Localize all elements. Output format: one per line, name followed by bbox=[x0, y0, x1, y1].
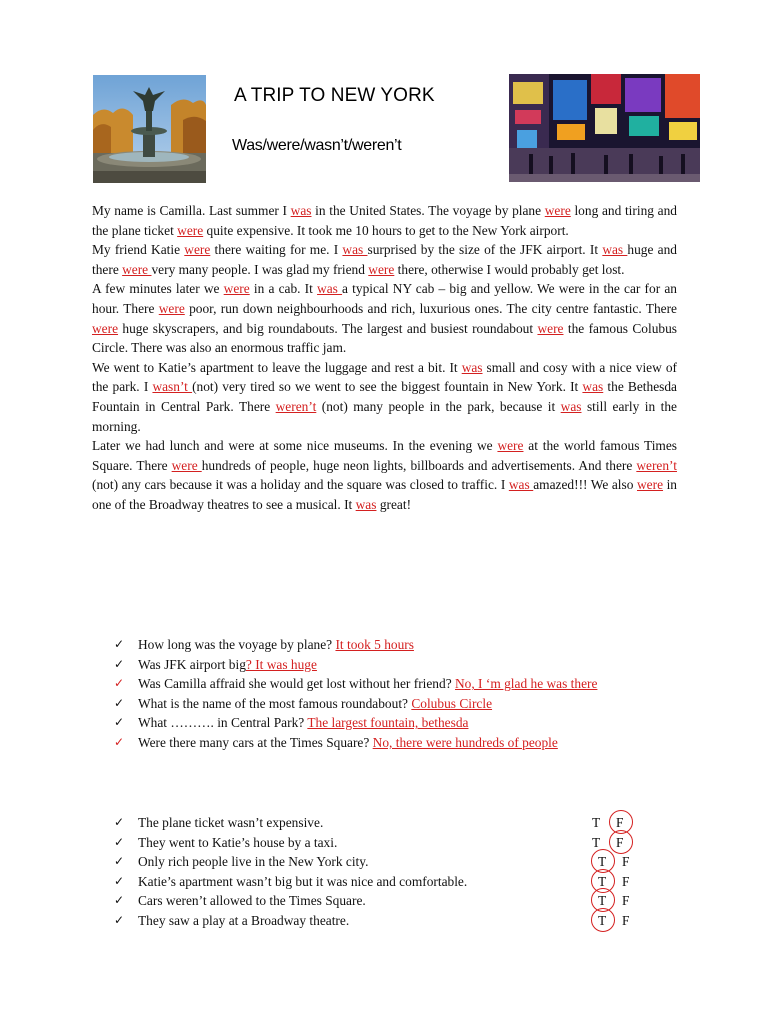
story-text-segment: the Bethesda Fountain in Central Park. There bbox=[92, 379, 678, 414]
filled-answer: were bbox=[223, 281, 250, 297]
filled-answer: were bbox=[497, 438, 524, 454]
checkmark-icon: ✓ bbox=[114, 854, 125, 869]
statement-text: They went to Katie’s house by a taxi. bbox=[138, 834, 338, 850]
story-text bbox=[92, 201, 677, 515]
false-option: F bbox=[622, 873, 630, 889]
story-text-segment: My friend Katie bbox=[92, 242, 185, 258]
question-item bbox=[114, 674, 684, 694]
story-text-segment: amazed!!! We also bbox=[533, 477, 637, 493]
story-text-segment: (not) any cars because it was a holiday and the square was closed to traffic. I bbox=[92, 477, 509, 493]
checkmark-icon: ✓ bbox=[114, 734, 125, 749]
question-item bbox=[114, 713, 684, 733]
story-text-segment: great! bbox=[376, 496, 412, 512]
checkmark-icon: ✓ bbox=[114, 656, 125, 671]
question-text: Were there many cars at the Times Square? bbox=[138, 734, 373, 750]
story-paragraph bbox=[92, 436, 677, 514]
checkmark-icon: ✓ bbox=[114, 834, 125, 849]
filled-answer: was bbox=[355, 496, 377, 512]
filled-answer: were bbox=[184, 242, 211, 258]
filled-answer: were bbox=[158, 300, 185, 316]
story-text-segment: (not) very tired so we went to see the biggest fountain in New York. It bbox=[192, 379, 583, 395]
story-text-segment: We went to Katie’s apartment to leave the luggage and rest a bit. It bbox=[92, 359, 462, 375]
true-false-list bbox=[114, 813, 684, 931]
story-text-segment: in the United States. The voyage by plane bbox=[311, 203, 545, 218]
false-option: F bbox=[616, 815, 624, 830]
filled-answer: weren’t bbox=[636, 457, 677, 473]
filled-answer: was bbox=[508, 477, 534, 493]
filled-answer: were bbox=[537, 320, 564, 336]
worksheet-subtitle: Was/were/wasn’t/weren’t bbox=[232, 137, 402, 154]
true-option: T bbox=[598, 912, 607, 928]
answer-circle bbox=[591, 908, 615, 932]
story-text-segment: a typical NY cab – big and yellow. We were in the car for an hour. There bbox=[92, 281, 677, 316]
filled-answer: wasn’t bbox=[152, 379, 193, 395]
story-text-segment: quite expensive. It took me 10 hours to get to the New York airport. bbox=[203, 222, 569, 238]
true-false-item bbox=[114, 813, 684, 833]
story-text-segment: hundreds of people, huge neon lights, billboards and advertisements. And there bbox=[201, 457, 637, 473]
filled-answer: was bbox=[290, 203, 312, 218]
question-answer: The largest fountain, bethesda bbox=[307, 715, 469, 731]
false-option: F bbox=[622, 912, 630, 928]
story-text-segment: at the world famous Times Square. There bbox=[92, 438, 677, 473]
checkmark-icon: ✓ bbox=[114, 637, 125, 651]
story-text-segment: poor, run down neighbourhoods and rich, luxurious ones. The city centre fantastic. There bbox=[184, 300, 678, 316]
filled-answer: was bbox=[560, 398, 582, 414]
true-false-item bbox=[114, 911, 684, 931]
filled-answer: were bbox=[122, 261, 152, 277]
checkmark-icon: ✓ bbox=[114, 676, 125, 691]
times-square-photo bbox=[509, 74, 700, 182]
statement-text: Only rich people live in the New York city. bbox=[138, 854, 369, 870]
question-text: Was Camilla affraid she would get lost without her friend? bbox=[138, 676, 455, 692]
question-text: Was JFK airport big bbox=[138, 656, 246, 672]
question-answer: No, I ‘m glad he was there bbox=[455, 676, 598, 692]
story-text-segment: huge and there bbox=[92, 242, 677, 277]
filled-answer: were bbox=[637, 477, 664, 493]
filled-answer: was bbox=[342, 242, 368, 258]
question-answer: No, there were hundreds of people bbox=[372, 734, 558, 750]
story-paragraph bbox=[92, 358, 677, 436]
question-text: What ………. in Central Park? bbox=[138, 715, 308, 731]
answer-circle bbox=[609, 830, 633, 854]
question-item bbox=[114, 733, 684, 753]
filled-answer: was bbox=[602, 242, 628, 258]
filled-answer: were bbox=[177, 222, 204, 238]
story-text-segment: there, otherwise I would probably get lost. bbox=[394, 261, 625, 277]
filled-answer: was bbox=[461, 359, 483, 375]
true-option: T bbox=[592, 834, 601, 850]
question-text: How long was the voyage by plane? bbox=[138, 637, 336, 652]
story-paragraph bbox=[92, 279, 677, 357]
question-item bbox=[114, 655, 684, 675]
comprehension-questions bbox=[114, 635, 684, 753]
filled-answer: was bbox=[317, 281, 343, 297]
true-option: T bbox=[598, 893, 607, 909]
story-text-segment: huge skyscrapers, and big roundabouts. The largest and busiest roundabout bbox=[118, 320, 538, 336]
filled-answer: were bbox=[171, 457, 202, 473]
story-text-segment: small and cosy with a nice view of the park. I bbox=[92, 359, 677, 395]
worksheet-title: A TRIP TO NEW YORK bbox=[234, 85, 435, 106]
story-text-segment: in a cab. It bbox=[249, 281, 318, 297]
question-answer: Colubus Circle bbox=[411, 695, 493, 711]
story-text-segment: there waiting for me. I bbox=[210, 242, 343, 258]
checkmark-icon: ✓ bbox=[114, 912, 125, 927]
false-option: F bbox=[622, 854, 630, 870]
question-item bbox=[114, 635, 684, 655]
true-option: T bbox=[592, 815, 601, 830]
filled-answer: were bbox=[368, 261, 395, 277]
question-answer: ? It was huge bbox=[245, 656, 317, 672]
story-text-segment: long and tiring and the plane ticket bbox=[92, 203, 677, 238]
statement-text: Katie’s apartment wasn’t big but it was nice and comfortable. bbox=[138, 873, 468, 889]
story-text-segment: very many people. I was glad my friend bbox=[151, 261, 369, 277]
story-text-segment: A few minutes later we bbox=[92, 281, 224, 297]
statement-text: They saw a play at a Broadway theatre. bbox=[138, 912, 350, 928]
question-answer: It took 5 hours bbox=[335, 637, 414, 652]
checkmark-icon: ✓ bbox=[114, 893, 125, 908]
filled-answer: were bbox=[544, 203, 571, 218]
statement-text: Cars weren’t allowed to the Times Square. bbox=[138, 893, 366, 909]
true-false-choice bbox=[598, 911, 658, 931]
false-option: F bbox=[616, 834, 624, 850]
bethesda-fountain-photo bbox=[93, 75, 206, 183]
worksheet-header bbox=[0, 0, 768, 200]
filled-answer: was bbox=[582, 379, 604, 395]
true-option: T bbox=[598, 873, 607, 889]
story-text-segment: (not) many people in the park, because it bbox=[316, 398, 561, 414]
story-text-segment: still early in the morning. bbox=[92, 398, 677, 434]
checkmark-icon: ✓ bbox=[114, 873, 125, 888]
story-text-segment: Later we had lunch and were at some nice museums. In the evening we bbox=[92, 438, 498, 454]
question-item bbox=[114, 694, 684, 714]
checkmark-icon: ✓ bbox=[114, 715, 125, 730]
false-option: F bbox=[622, 893, 630, 909]
statement-text: The plane ticket wasn’t expensive. bbox=[138, 815, 324, 830]
story-text-segment: surprised by the size of the JFK airport. It bbox=[367, 242, 603, 258]
story-paragraph bbox=[92, 201, 677, 240]
filled-answer: were bbox=[92, 320, 119, 336]
story-paragraph bbox=[92, 240, 677, 279]
story-text-segment: My name is Camilla. Last summer I bbox=[92, 203, 291, 218]
story-text-segment: the famous Colubus Circle. There was also an enormous traffic jam. bbox=[92, 320, 678, 356]
checkmark-icon: ✓ bbox=[114, 815, 125, 829]
question-text: What is the name of the most famous roundabout? bbox=[138, 695, 412, 711]
checkmark-icon: ✓ bbox=[114, 695, 125, 710]
story-text-segment: in one of the Broadway theatres to see a musical. It bbox=[92, 477, 677, 512]
true-option: T bbox=[598, 854, 607, 870]
filled-answer: weren’t bbox=[275, 398, 317, 414]
